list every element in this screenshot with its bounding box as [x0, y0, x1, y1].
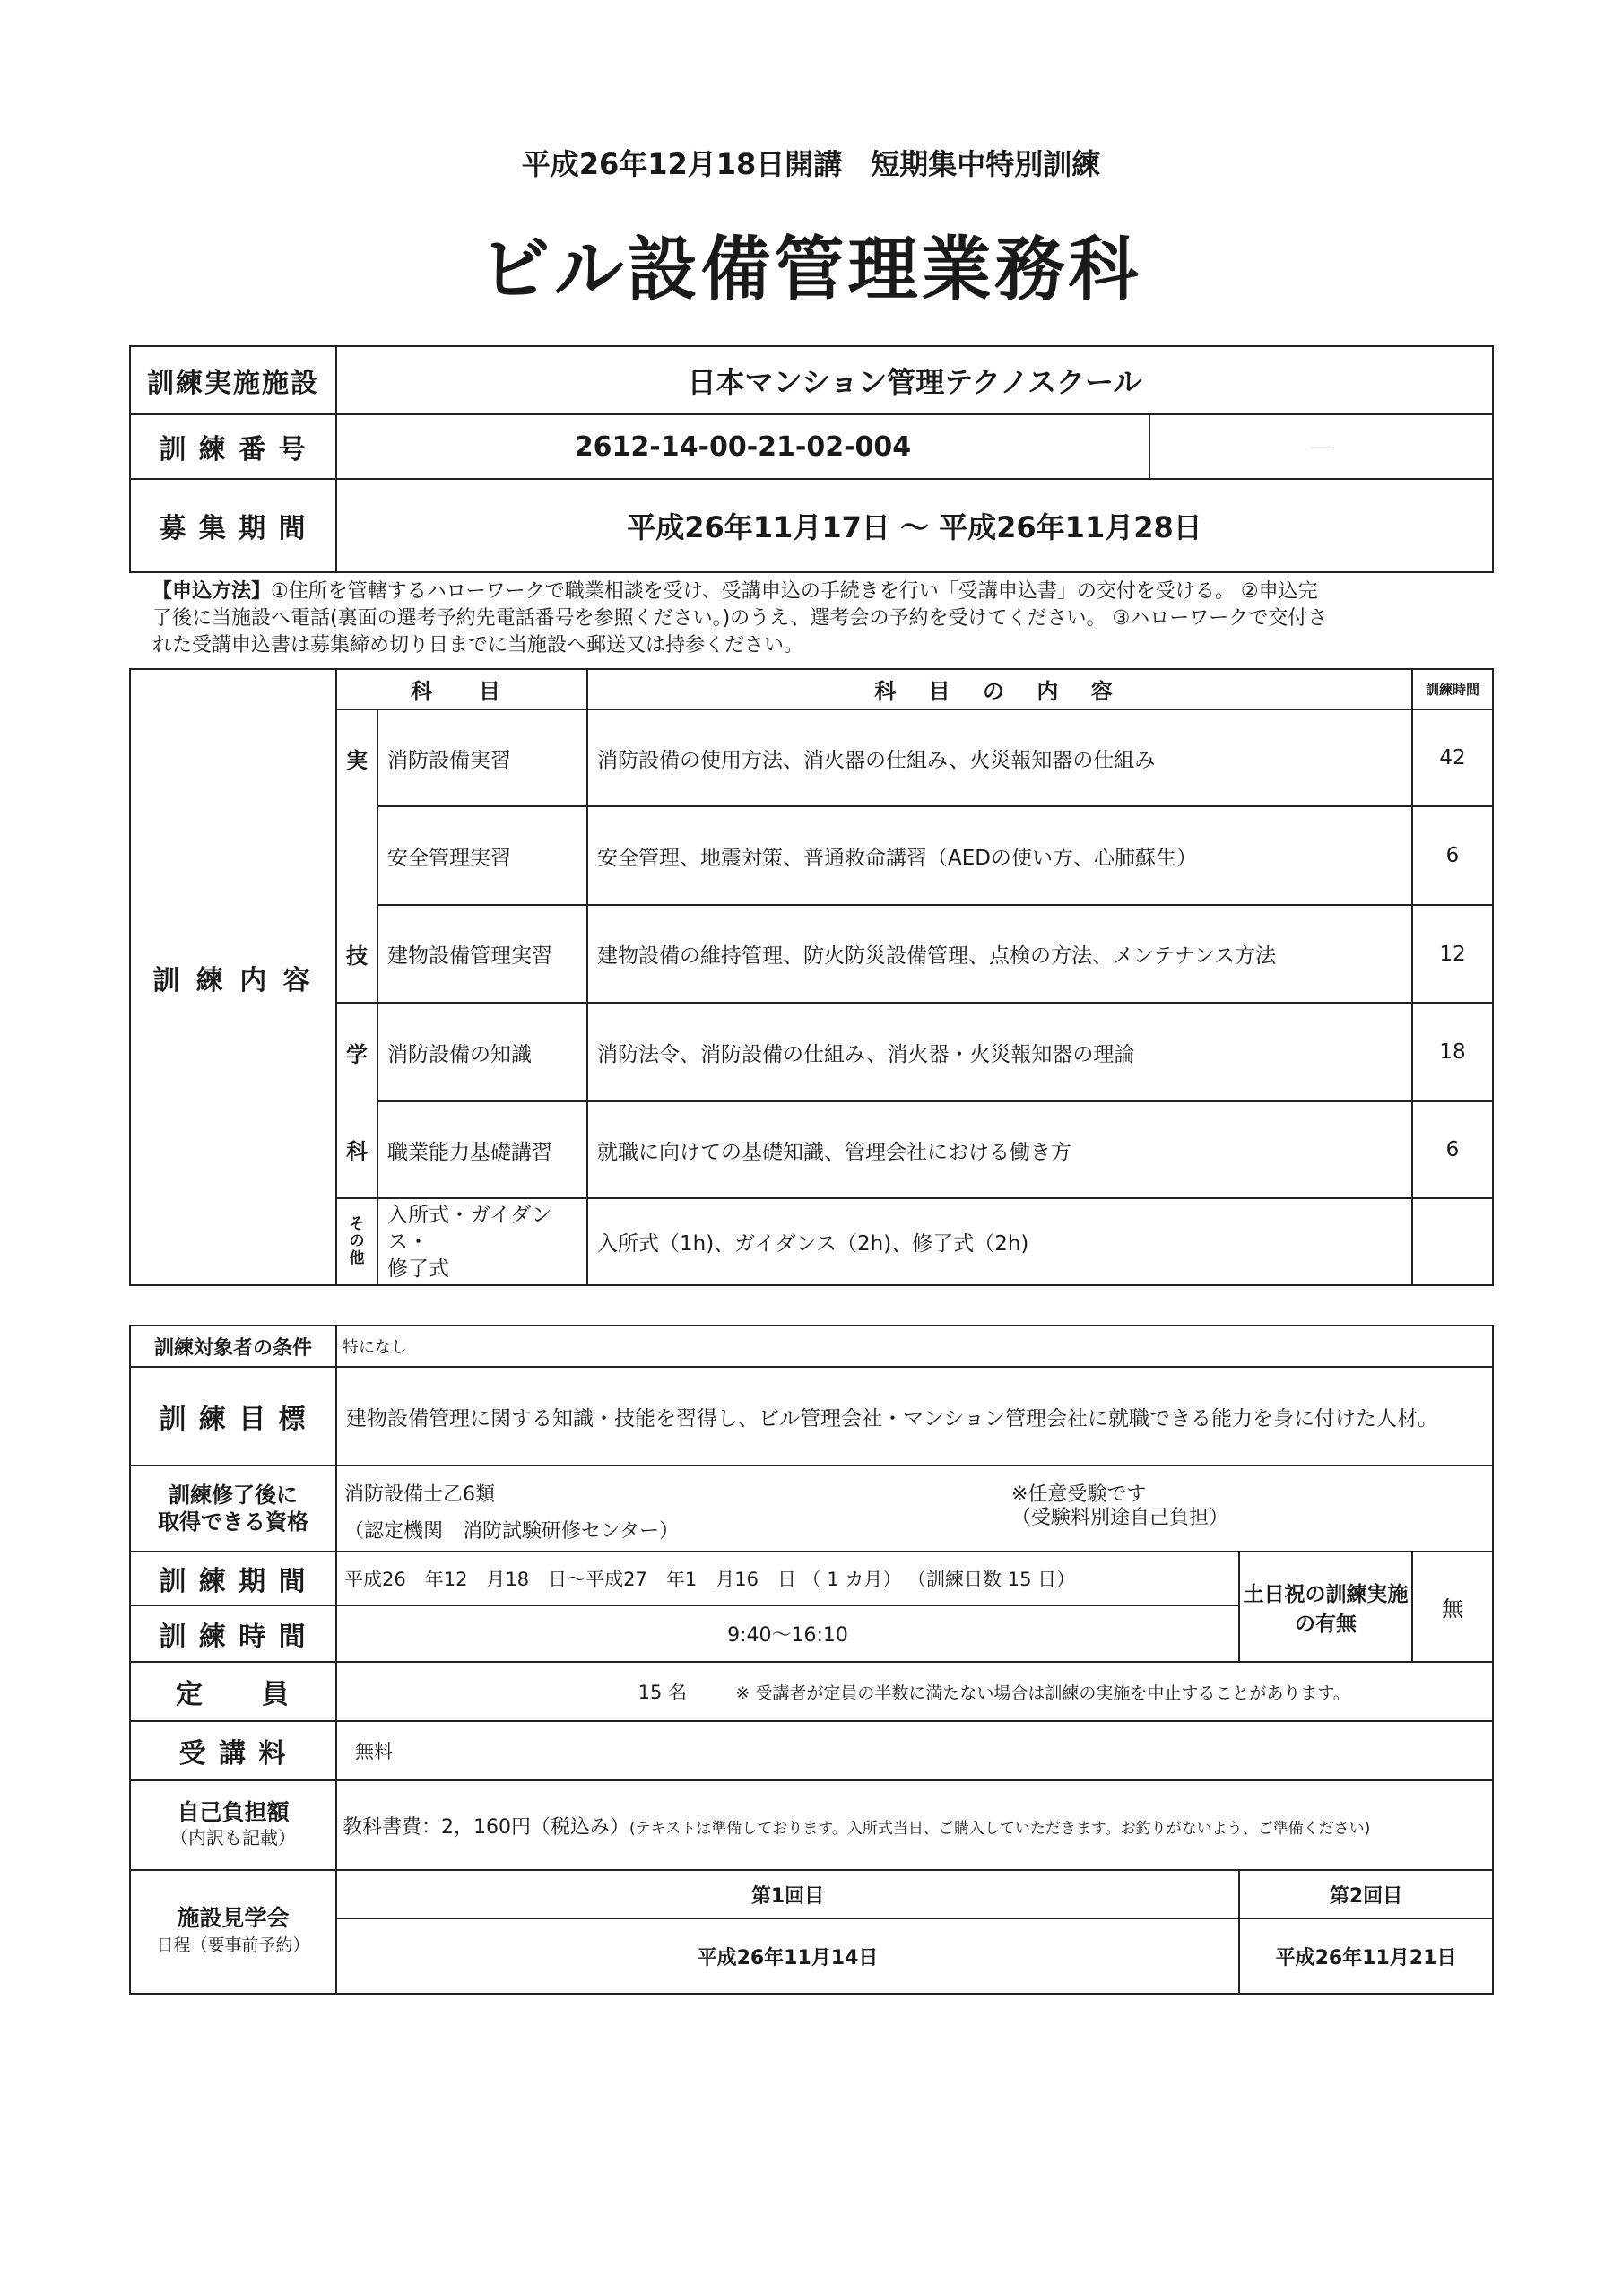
training-time-value: 9:40～16:10 — [336, 1605, 1239, 1662]
holiday-label: 土日祝の訓練実施の有無 — [1239, 1552, 1412, 1662]
application-line-2: 了後に当施設へ電話(裏面の選考予約先電話番号を参照ください。)のうえ、選考会の予約を受けてください。 ③ハローワークで交付さ — [152, 607, 1328, 630]
col-subject-header: 科 目 — [336, 669, 587, 709]
application-line-1: 【申込方法】①住所を管轄するハローワークで職業相談を受け、受講申込の手続きを行い「受講申込書」の交付を受ける。 ②申込完 — [152, 580, 1318, 603]
hours-cell: 6 — [1412, 1101, 1493, 1198]
content-cell: 消防法令、消防設備の仕組み、消火器・火災報知器の理論 — [587, 1003, 1412, 1101]
application-method — [152, 578, 1497, 659]
training-number-value: 2612-14-00-21-02-004 — [336, 414, 1149, 479]
visit-date-2: 平成26年11月21日 — [1239, 1918, 1493, 1994]
subject-cell: 建物設備管理実習 — [377, 905, 587, 1003]
content-cell: 建物設備の維持管理、防火防災設備管理、点検の方法、メンテナンス方法 — [587, 905, 1412, 1003]
goal-label: 訓 練 目 標 — [130, 1367, 336, 1465]
hours-cell: 18 — [1412, 1003, 1493, 1101]
qualification-note-1: ※任意受験です — [1011, 1483, 1147, 1506]
hours-cell: 12 — [1412, 905, 1493, 1003]
subject-cell: 職業能力基礎講習 — [377, 1101, 587, 1198]
facility-label: 訓練実施施設 — [130, 346, 336, 414]
training-time-label: 訓 練 時 間 — [130, 1605, 336, 1662]
capacity-label: 定 員 — [130, 1662, 336, 1721]
qualification-note-2: （受験料別途自己負担） — [1011, 1507, 1229, 1529]
self-pay-value — [336, 1780, 1493, 1870]
target-value: 特になし — [336, 1326, 1493, 1367]
target-label: 訓練対象者の条件 — [130, 1326, 336, 1367]
summary-table — [129, 345, 1494, 573]
capacity-value: 15 名 — [638, 1682, 687, 1703]
qualification-name: 消防設備士乙6類 — [344, 1483, 495, 1506]
subject-cell: 消防設備の知識 — [377, 1003, 587, 1101]
qualification-value — [336, 1465, 1493, 1552]
recruit-period-label: 募 集 期 間 — [130, 479, 336, 572]
fee-value: 無料 — [336, 1721, 1493, 1780]
self-pay-amount: 教科書費：2，160円（税込み） — [343, 1815, 629, 1839]
qualification-authority: （認定機関 消防試験研修センター） — [344, 1520, 680, 1543]
course-title: ビル設備管理業務科 — [480, 230, 1142, 310]
application-line-3: れた受講申込書は募集締め切り日までに当施設へ郵送又は持参ください。 — [152, 634, 804, 657]
qualification-label: 訓練修了後に 取得できる資格 — [130, 1465, 336, 1552]
capacity-note: ※ 受講者が定員の半数に満たない場合は訓練の実施を中止することがあります。 — [735, 1683, 1350, 1703]
visit-date-1: 平成26年11月14日 — [336, 1918, 1239, 1994]
training-number-extra: － — [1149, 414, 1493, 479]
hours-cell: 42 — [1412, 709, 1493, 806]
category-other: そ の 他 — [336, 1198, 377, 1285]
self-pay-label: 自己負担額 （内訳も記載） — [130, 1780, 336, 1870]
fee-label: 受 講 料 — [130, 1721, 336, 1780]
hours-cell — [1412, 1198, 1493, 1285]
training-number-label: 訓 練 番 号 — [130, 414, 336, 479]
training-period-label: 訓 練 期 間 — [130, 1552, 336, 1605]
visit-header-2: 第2回目 — [1239, 1870, 1493, 1918]
col-content-header: 科 目 の 内 容 — [587, 669, 1412, 709]
content-cell: 消防設備の使用方法、消火器の仕組み、火災報知器の仕組み — [587, 709, 1412, 806]
content-cell: 安全管理、地震対策、普通救命講習（AEDの使い方、心肺蘇生） — [587, 806, 1412, 905]
subject-cell: 入所式・ガイダンス・ 修了式 — [377, 1198, 587, 1285]
curriculum-side-label: 訓 練 内 容 — [130, 669, 336, 1285]
capacity-value-cell — [336, 1662, 1493, 1721]
content-cell: 入所式（1h)、ガイダンス（2h)、修了式（2h) — [587, 1198, 1412, 1285]
category-blank — [336, 806, 377, 905]
category-gaku: 学 — [336, 1003, 377, 1101]
hours-cell: 6 — [1412, 806, 1493, 905]
category-ka: 科 — [336, 1101, 377, 1198]
curriculum-table — [129, 668, 1494, 1286]
visit-label: 施設見学会 日程（要事前予約） — [130, 1870, 336, 1994]
course-subtitle: 平成26年12月18日開講 短期集中特別訓練 — [521, 147, 1101, 181]
content-cell: 就職に向けての基礎知識、管理会社における働き方 — [587, 1101, 1412, 1198]
category-gi: 技 — [336, 905, 377, 1003]
application-label: 【申込方法】 — [152, 580, 272, 603]
recruit-period-value: 平成26年11月17日 ～ 平成26年11月28日 — [336, 479, 1493, 572]
training-period-value: 平成26 年12 月18 日～平成27 年1 月16 日 （ 1 カ月） （訓練日数 15 日） — [336, 1552, 1239, 1605]
visit-header-1: 第1回目 — [336, 1870, 1239, 1918]
subject-cell: 消防設備実習 — [377, 709, 587, 806]
subject-cell: 安全管理実習 — [377, 806, 587, 905]
category-jitsu: 実 — [336, 709, 377, 806]
goal-value: 建物設備管理に関する知識・技能を習得し、ビル管理会社・マンション管理会社に就職できる能力を身に付けた人材。 — [336, 1367, 1493, 1465]
holiday-value: 無 — [1412, 1552, 1493, 1662]
facility-value: 日本マンション管理テクノスクール — [336, 346, 1493, 414]
self-pay-note: (テキストは準備しております。入所式当日、ご購入していただきます。お釣りがないよう、ご準備ください) — [629, 1819, 1371, 1838]
details-table — [129, 1325, 1494, 1995]
col-hours-header: 訓練時間 — [1412, 669, 1493, 709]
